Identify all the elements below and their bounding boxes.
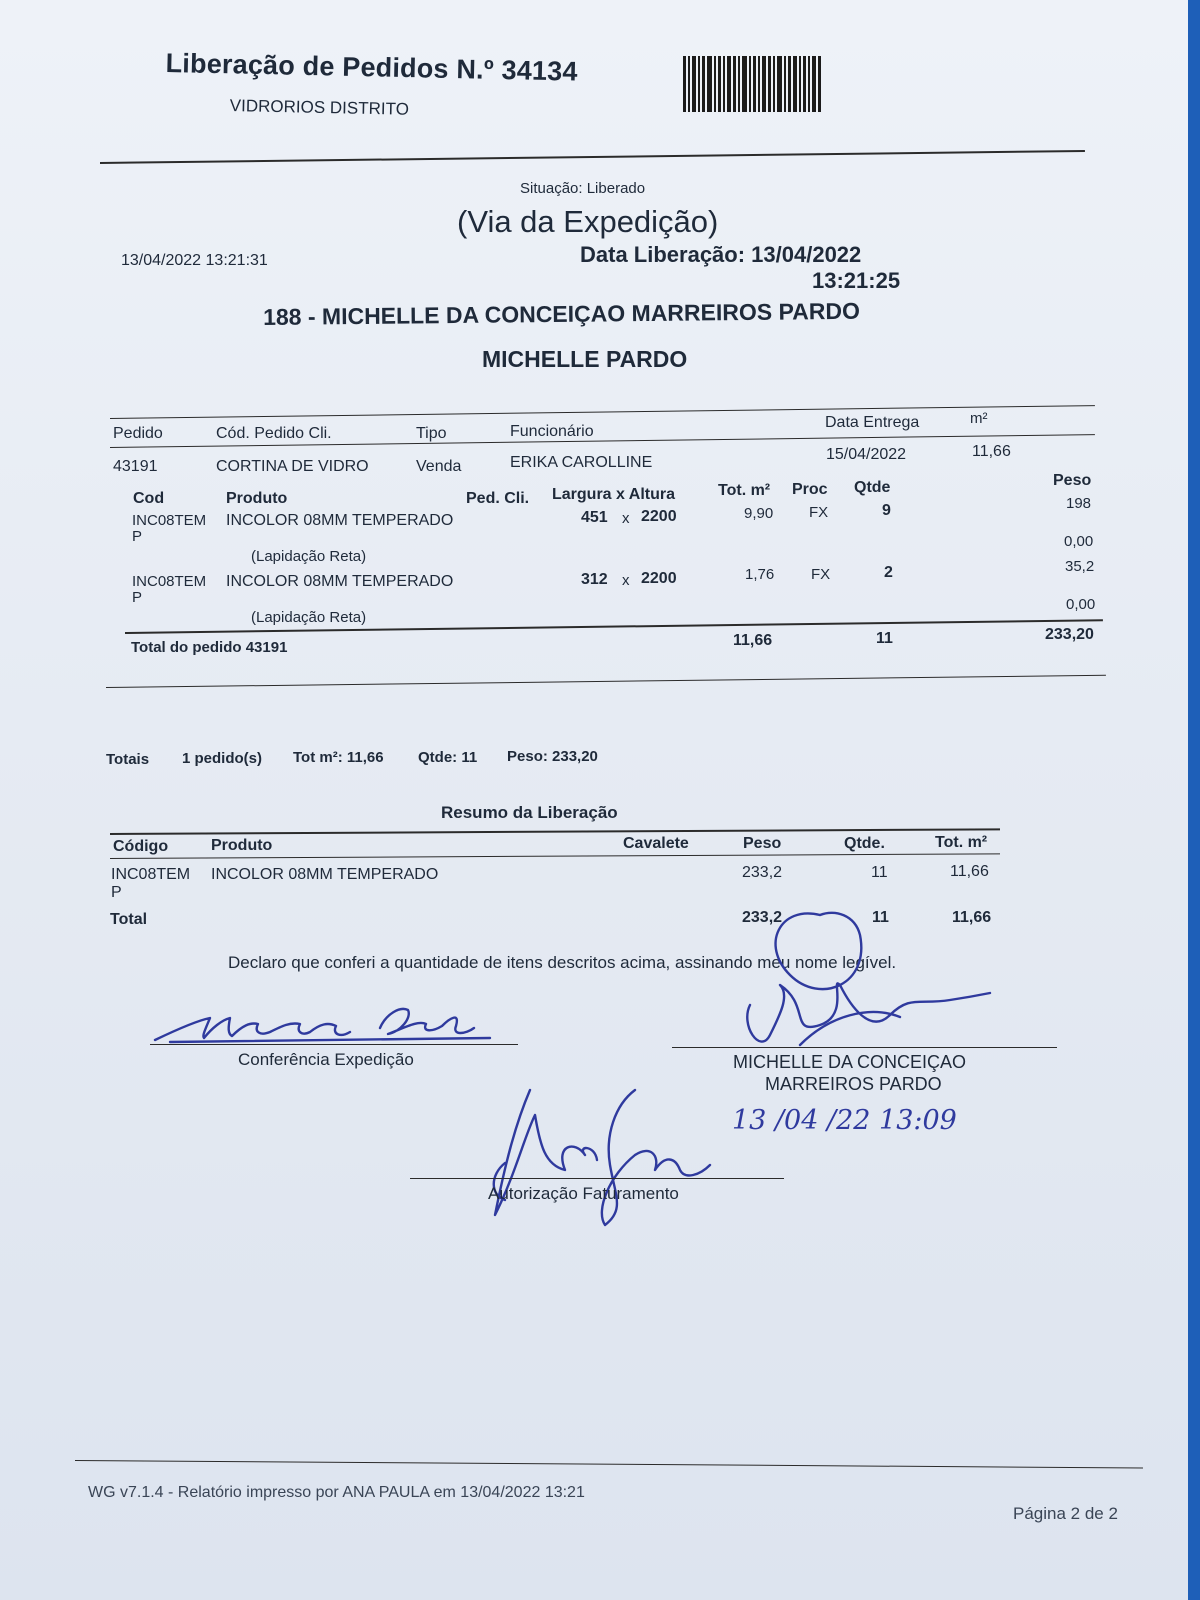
- order-total-label: Total do pedido 43191: [131, 639, 288, 656]
- barcode: [683, 56, 851, 112]
- summary-header-produto: Produto: [211, 837, 273, 854]
- header-divider: [100, 150, 1085, 164]
- conference-label: Conferência Expedição: [238, 1050, 414, 1069]
- order-pedido: 43191: [113, 458, 158, 475]
- item-header-produto: Produto: [226, 490, 288, 507]
- item-proc: FX: [811, 566, 831, 583]
- client-signature: [720, 905, 1000, 1065]
- item-peso-extra: 0,00: [1064, 533, 1094, 550]
- client-short-name: MICHELLE PARDO: [482, 346, 688, 372]
- order-data-entrega: 15/04/2022: [826, 446, 907, 463]
- item-header-dims: Largura x Altura: [552, 486, 675, 503]
- item-header-ped-cli: Ped. Cli.: [466, 490, 530, 507]
- totals-peso: Peso: 233,20: [507, 748, 598, 765]
- col-header-pedido: Pedido: [113, 425, 163, 442]
- item-tot-m2: 1,76: [745, 566, 775, 583]
- item-produto: INCOLOR 08MM TEMPERADO: [226, 573, 454, 590]
- order-total-m2: 11,66: [733, 632, 773, 649]
- order-total-peso: 233,20: [1045, 626, 1094, 643]
- client-sign-surname: MARREIROS PARDO: [765, 1074, 942, 1094]
- item-x: x: [622, 572, 630, 589]
- client-sign-name: MICHELLE DA CONCEIÇAO: [733, 1052, 967, 1072]
- summary-codigo-cont: P: [111, 884, 122, 901]
- item-header-cod: Cod: [133, 490, 165, 507]
- item-header-peso: Peso: [1053, 472, 1092, 489]
- item-largura: 451: [581, 509, 608, 526]
- col-header-m2: m²: [970, 410, 988, 427]
- summary-tot-m2: 11,66: [950, 863, 989, 880]
- item-obs: (Lapidação Reta): [251, 548, 367, 565]
- item-header-tot-m2: Tot. m²: [718, 482, 771, 499]
- summary-header-cavalete: Cavalete: [623, 835, 689, 852]
- client-signature-line: [672, 1047, 1057, 1048]
- col-header-funcionario: Funcionário: [510, 423, 594, 440]
- summary-header-peso: Peso: [743, 835, 782, 852]
- item-produto: INCOLOR 08MM TEMPERADO: [226, 512, 454, 529]
- footer-printed-by: WG v7.1.4 - Relatório impresso por ANA PAULA em 13/04/2022 13:21: [88, 1484, 585, 1501]
- item-cod: INC08TEM: [132, 512, 207, 529]
- order-top-rule: [110, 405, 1095, 419]
- item-peso: 35,2: [1065, 558, 1095, 575]
- summary-top-rule: [110, 828, 1000, 835]
- summary-header-qtde: Qtde.: [844, 835, 885, 852]
- order-cod-cli: CORTINA DE VIDRO: [216, 458, 369, 475]
- col-header-cod-cli: Cód. Pedido Cli.: [216, 425, 332, 442]
- totals-m2: Tot m²: 11,66: [293, 749, 384, 766]
- summary-header-codigo: Código: [113, 838, 169, 855]
- copy-label: (Via da Expedição): [457, 204, 719, 239]
- totals-label: Totais: [106, 751, 150, 768]
- page-number: Página 2 de 2: [1013, 1504, 1118, 1523]
- item-header-qtde: Qtde: [854, 479, 891, 496]
- col-header-data-entrega: Data Entrega: [825, 414, 920, 431]
- authorization-signature: [485, 1085, 715, 1235]
- authorization-line: [410, 1178, 784, 1179]
- summary-qtde: 11: [871, 864, 888, 881]
- item-qtde: 9: [882, 502, 891, 519]
- summary-produto: INCOLOR 08MM TEMPERADO: [211, 866, 439, 883]
- item-altura: 2200: [641, 570, 677, 587]
- summary-total-peso: 233,2: [742, 909, 783, 926]
- totals-qtde: Qtde: 11: [418, 749, 478, 766]
- page-edge: [1188, 0, 1200, 1600]
- document-title: Liberação de Pedidos N.º 34134: [165, 48, 578, 87]
- item-header-proc: Proc: [792, 481, 828, 498]
- summary-total-qtde: 11: [872, 909, 889, 926]
- order-m2: 11,66: [972, 443, 1011, 460]
- authorization-label: Autorização Faturamento: [488, 1184, 679, 1203]
- order-tipo: Venda: [416, 458, 462, 475]
- footer-rule: [75, 1460, 1143, 1468]
- conference-line: [150, 1044, 518, 1045]
- col-header-tipo: Tipo: [416, 425, 447, 442]
- item-x: x: [622, 510, 630, 527]
- summary-title: Resumo da Liberação: [441, 803, 618, 822]
- client-name: 188 - MICHELLE DA CONCEIÇAO MARREIROS PARDO: [263, 297, 861, 330]
- summary-total-m2: 11,66: [952, 909, 992, 926]
- status-text: Situação: Liberado: [520, 180, 646, 197]
- order-funcionario: ERIKA CAROLLINE: [510, 454, 653, 471]
- declaration-text: Declaro que conferi a quantidade de itens descritos acima, assinando meu nome legível.: [228, 953, 897, 972]
- order-total-qtde: 11: [876, 630, 893, 647]
- release-time: 13:21:25: [812, 268, 901, 293]
- summary-total-label: Total: [110, 911, 148, 928]
- item-cod: INC08TEM: [132, 573, 207, 590]
- item-altura: 2200: [641, 508, 677, 525]
- item-obs: (Lapidação Reta): [251, 609, 367, 626]
- company-name: VIDRORIOS DISTRITO: [229, 96, 410, 119]
- order-bottom-rule: [106, 675, 1106, 688]
- summary-header-tot-m2: Tot. m²: [935, 834, 988, 851]
- item-peso-extra: 0,00: [1066, 596, 1096, 613]
- item-qtde: 2: [884, 564, 893, 581]
- summary-peso: 233,2: [742, 864, 783, 881]
- handwritten-date: 13 /04 /22 13:09: [732, 1105, 957, 1136]
- item-cod-cont: P: [132, 589, 143, 606]
- item-cod-cont: P: [132, 528, 143, 545]
- printed-datetime: 13/04/2022 13:21:31: [121, 252, 268, 269]
- totals-pedidos: 1 pedido(s): [182, 750, 263, 767]
- item-proc: FX: [809, 504, 829, 521]
- item-tot-m2: 9,90: [744, 505, 774, 522]
- release-date: Data Liberação: 13/04/2022: [580, 242, 862, 267]
- conference-signature: [150, 998, 500, 1048]
- summary-codigo: INC08TEM: [111, 866, 191, 883]
- item-largura: 312: [581, 571, 608, 588]
- item-peso: 198: [1066, 495, 1092, 512]
